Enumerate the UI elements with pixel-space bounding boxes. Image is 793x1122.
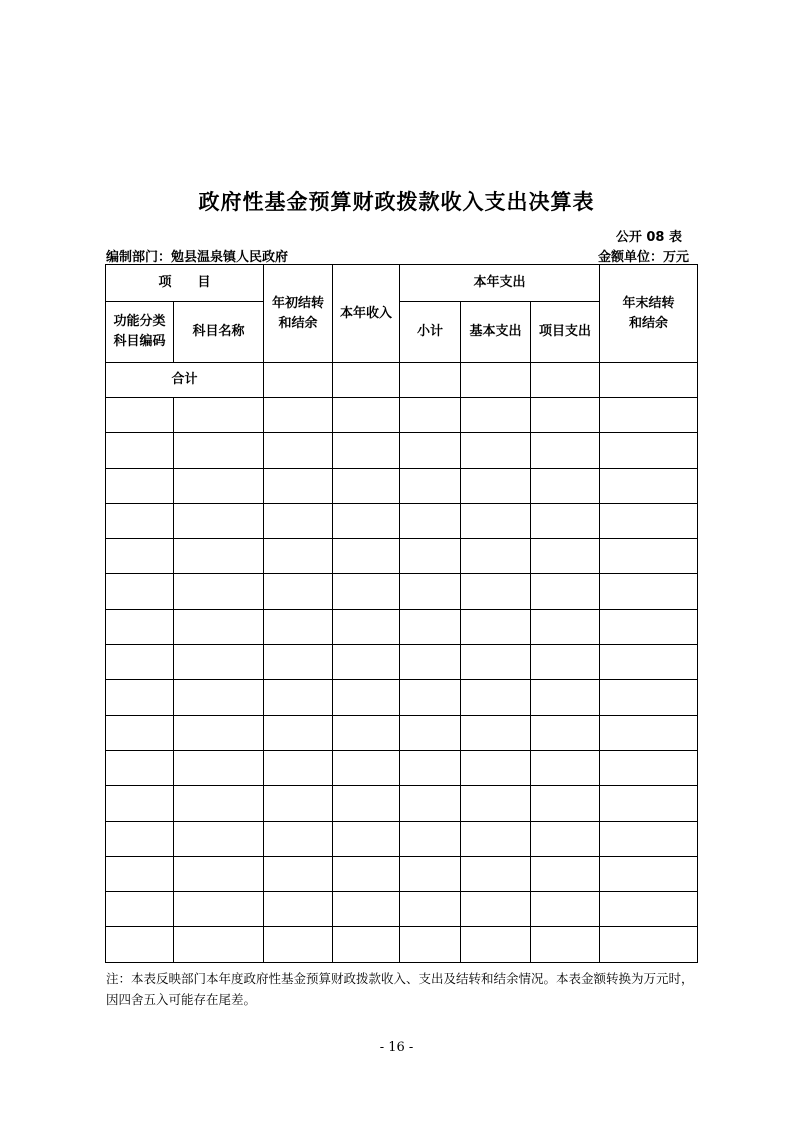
table-cell — [333, 821, 400, 856]
table-cell — [264, 750, 333, 785]
table-cell — [264, 786, 333, 821]
table-cell — [400, 433, 461, 468]
table-cell — [106, 503, 174, 538]
header-func-code-line1: 功能分类 — [113, 314, 166, 329]
table-cell — [174, 821, 264, 856]
table-cell — [264, 433, 333, 468]
header-subject-name: 科目名称 — [174, 302, 264, 363]
table-cell — [106, 715, 174, 750]
table-cell — [174, 398, 264, 433]
table-cell — [106, 786, 174, 821]
table-cell — [333, 786, 400, 821]
table-cell — [400, 574, 461, 609]
table-cell — [106, 468, 174, 503]
table-cell — [531, 680, 600, 715]
table-row — [106, 821, 698, 856]
form-number: 公开 08 表 — [615, 230, 682, 245]
header-end-balance — [600, 265, 698, 363]
table-cell — [264, 715, 333, 750]
table-row — [106, 892, 698, 927]
table-cell — [600, 856, 698, 891]
table-cell — [461, 680, 531, 715]
table-row — [106, 715, 698, 750]
department-label: 编制部门：勉县温泉镇人民政府 — [106, 250, 289, 265]
table-cell — [531, 503, 600, 538]
header-income: 本年收入 — [333, 265, 400, 363]
table-cell — [600, 750, 698, 785]
table-cell — [461, 468, 531, 503]
table-cell — [106, 433, 174, 468]
table-row — [106, 574, 698, 609]
table-cell — [600, 539, 698, 574]
table-cell — [174, 645, 264, 680]
header-item: 项 目 — [106, 265, 264, 302]
table-cell — [174, 892, 264, 927]
header-begin-balance — [264, 265, 333, 363]
table-note: 注：本表反映部门本年度政府性基金预算财政拨款收入、支出及结转和结余情况。本表金额转换为万元时，因四舍五入可能存在尾差。 — [106, 971, 694, 1007]
table-cell — [400, 821, 461, 856]
table-cell — [333, 715, 400, 750]
table-cell — [461, 892, 531, 927]
header-expense: 本年支出 — [400, 265, 600, 302]
table-cell — [531, 468, 600, 503]
table-cell — [400, 750, 461, 785]
table-cell — [461, 821, 531, 856]
table-cell — [400, 927, 461, 962]
table-cell — [174, 750, 264, 785]
header-end-balance-line2: 和结余 — [629, 315, 669, 331]
table-cell — [264, 574, 333, 609]
table-cell — [400, 680, 461, 715]
table-row — [106, 750, 698, 785]
table-cell — [461, 539, 531, 574]
table-cell — [174, 503, 264, 538]
table-row — [106, 856, 698, 891]
table-cell — [400, 468, 461, 503]
table-cell — [400, 715, 461, 750]
table-cell — [531, 645, 600, 680]
table-cell — [531, 821, 600, 856]
header-begin-balance-line2: 和结余 — [278, 315, 318, 331]
table-cell — [106, 856, 174, 891]
table-cell — [174, 786, 264, 821]
header-end-balance-line1: 年末结转 — [622, 295, 675, 311]
table-cell — [264, 821, 333, 856]
table-cell — [461, 503, 531, 538]
table-row — [106, 680, 698, 715]
table-cell — [600, 821, 698, 856]
table-row — [106, 539, 698, 574]
header-subtotal: 小计 — [400, 302, 461, 363]
table-cell — [106, 398, 174, 433]
table-row — [106, 609, 698, 644]
table-cell — [333, 680, 400, 715]
table-cell — [461, 574, 531, 609]
table-cell — [461, 398, 531, 433]
table-cell — [600, 715, 698, 750]
page-number: - 16 - — [379, 1040, 414, 1055]
table-cell — [106, 609, 174, 644]
table-cell — [531, 433, 600, 468]
table-row — [106, 927, 698, 962]
table-cell — [531, 927, 600, 962]
table-cell — [400, 503, 461, 538]
table-cell — [400, 786, 461, 821]
table-cell — [600, 503, 698, 538]
table-cell — [106, 645, 174, 680]
table-cell — [174, 680, 264, 715]
table-cell — [600, 574, 698, 609]
table-cell — [461, 433, 531, 468]
table-cell — [106, 892, 174, 927]
table-cell — [600, 927, 698, 962]
table-cell — [174, 433, 264, 468]
table-cell — [106, 750, 174, 785]
table-cell — [333, 645, 400, 680]
header-begin-balance-line1: 年初结转 — [272, 295, 325, 311]
table-cell — [531, 715, 600, 750]
table-cell — [600, 609, 698, 644]
table-cell — [106, 821, 174, 856]
total-cell — [400, 363, 461, 398]
table-cell — [400, 609, 461, 644]
table-cell — [333, 892, 400, 927]
table-cell — [600, 468, 698, 503]
table-cell — [333, 856, 400, 891]
total-cell — [264, 363, 333, 398]
total-cell — [333, 363, 400, 398]
total-cell — [531, 363, 600, 398]
table-cell — [106, 680, 174, 715]
table-cell — [174, 468, 264, 503]
table-cell — [333, 539, 400, 574]
table-cell — [600, 892, 698, 927]
table-cell — [400, 856, 461, 891]
table-cell — [461, 750, 531, 785]
table-cell — [174, 715, 264, 750]
table-cell — [264, 609, 333, 644]
table-cell — [264, 927, 333, 962]
header-func-code-line2: 科目编码 — [113, 334, 166, 349]
table-cell — [264, 680, 333, 715]
table-cell — [531, 539, 600, 574]
table-cell — [333, 927, 400, 962]
table-cell — [333, 750, 400, 785]
table-row — [106, 503, 698, 538]
table-cell — [333, 398, 400, 433]
table-cell — [333, 503, 400, 538]
table-cell — [531, 750, 600, 785]
table-cell — [264, 398, 333, 433]
table-cell — [174, 927, 264, 962]
table-cell — [461, 786, 531, 821]
table-cell — [174, 574, 264, 609]
table-cell — [264, 856, 333, 891]
header-basic-expense: 基本支出 — [461, 302, 531, 363]
table-cell — [400, 539, 461, 574]
table-row — [106, 433, 698, 468]
table-row — [106, 468, 698, 503]
total-cell — [461, 363, 531, 398]
table-cell — [600, 645, 698, 680]
table-cell — [531, 609, 600, 644]
table-cell — [531, 574, 600, 609]
table-cell — [400, 398, 461, 433]
table-cell — [333, 433, 400, 468]
table-row — [106, 786, 698, 821]
table-cell — [461, 645, 531, 680]
table-cell — [531, 856, 600, 891]
table-cell — [461, 715, 531, 750]
table-cell — [400, 892, 461, 927]
table-cell — [264, 503, 333, 538]
table-cell — [600, 398, 698, 433]
table-cell — [333, 468, 400, 503]
table-cell — [174, 539, 264, 574]
table-cell — [264, 539, 333, 574]
amount-unit-label: 金额单位：万元 — [597, 250, 689, 265]
table-cell — [106, 927, 174, 962]
table-cell — [264, 645, 333, 680]
table-cell — [264, 892, 333, 927]
table-cell — [461, 609, 531, 644]
table-cell — [531, 398, 600, 433]
header-func-code — [106, 302, 174, 363]
table-cell — [106, 539, 174, 574]
total-cell — [600, 363, 698, 398]
table-cell — [600, 786, 698, 821]
table-cell — [174, 609, 264, 644]
table-cell — [531, 786, 600, 821]
table-cell — [400, 645, 461, 680]
page-title: 政府性基金预算财政拨款收入支出决算表 — [198, 190, 595, 214]
table-cell — [600, 680, 698, 715]
table-row — [106, 398, 698, 433]
table-cell — [106, 574, 174, 609]
header-project-expense: 项目支出 — [531, 302, 600, 363]
table-cell — [461, 927, 531, 962]
table-cell — [461, 856, 531, 891]
table-cell — [333, 609, 400, 644]
budget-table — [105, 264, 698, 963]
table-cell — [600, 433, 698, 468]
table-cell — [264, 468, 333, 503]
total-label: 合计 — [106, 363, 264, 398]
table-cell — [174, 856, 264, 891]
table-cell — [531, 892, 600, 927]
table-row — [106, 645, 698, 680]
table-cell — [333, 574, 400, 609]
